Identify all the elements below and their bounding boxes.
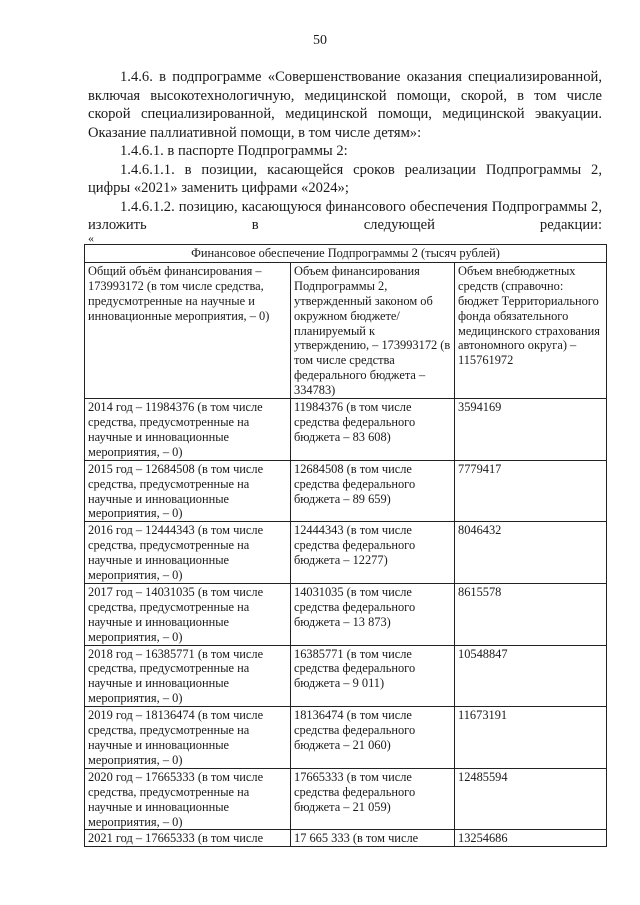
table-row: [85, 460, 607, 522]
cell-budget-by-year: 17665333 (в том числе средства федерального бюджета – 21 059): [291, 768, 455, 830]
cell-extrabudgetary-by-year: 12485594: [455, 768, 607, 830]
cell-extrabudgetary-by-year: 3594169: [455, 399, 607, 461]
table-row: [85, 522, 607, 584]
cell-total-by-year: 2016 год – 12444343 (в том числе средства, предусмотренные на научные и инновационные мероприятия, – 0): [85, 522, 291, 584]
cell-extrabudgetary-by-year: 11673191: [455, 707, 607, 769]
cell-budget-by-year: 16385771 (в том числе средства федерального бюджета – 9 011): [291, 645, 455, 707]
table-row: [85, 707, 607, 769]
cell-budget-by-year: 14031035 (в том числе средства федерального бюджета – 13 873): [291, 583, 455, 645]
cell-total-by-year: 2017 год – 14031035 (в том числе средства, предусмотренные на научные и инновационные мероприятия, – 0): [85, 583, 291, 645]
paragraph-1-4-6-1: 1.4.6.1. в паспорте Подпрограммы 2:: [120, 143, 348, 159]
cell-extrabudgetary-by-year: 10548847: [455, 645, 607, 707]
cell-extrabudgetary-by-year: 8046432: [455, 522, 607, 584]
page-number: 50: [313, 33, 327, 48]
paragraph-1-4-6-1-1: 1.4.6.1.1. в позиции, касающейся сроков реализации Подпрограммы 2, цифры «2021» заменить цифрами «2024»;: [88, 161, 602, 196]
paragraph-1-4-6-1-2: 1.4.6.1.2. позицию, касающуюся финансового обеспечения Подпрограммы 2, изложить в следующей редакции:: [88, 198, 602, 233]
cell-total-by-year: 2020 год – 17665333 (в том числе средства, предусмотренные на научные и инновационные мероприятия, – 0): [85, 768, 291, 830]
cell-extrabudgetary-by-year: 8615578: [455, 583, 607, 645]
cell-budget-by-year: 18136474 (в том числе средства федерального бюджета – 21 060): [291, 707, 455, 769]
cell-total-by-year: 2019 год – 18136474 (в том числе средства, предусмотренные на научные и инновационные мероприятия, – 0): [85, 707, 291, 769]
paragraph-1-4-6: 1.4.6. в подпрограмме «Совершенствование оказания специализированной, включая высокотехнологичную, медицинской помощи, скорой, в том числе скорой специализированной, медицинской помощи, медицинской эвакуации. Оказание паллиативной помощи, в том числе детям»:: [88, 69, 602, 141]
cell-budget-by-year: 12684508 (в том числе средства федерального бюджета – 89 659): [291, 460, 455, 522]
cell-total-by-year: 2018 год – 16385771 (в том числе средства, предусмотренные на научные и инновационные мероприятия, – 0): [85, 645, 291, 707]
cell-extrabudgetary-by-year: 7779417: [455, 460, 607, 522]
table-row: [85, 583, 607, 645]
table-header-row: [85, 262, 607, 398]
table-row: [85, 768, 607, 830]
cell-total-by-year: 2021 год – 17665333 (в том числе: [85, 830, 291, 847]
cell-budget-by-year: 11984376 (в том числе средства федерального бюджета – 83 608): [291, 399, 455, 461]
financing-table: [84, 244, 607, 847]
cell-total-by-year: 2015 год – 12684508 (в том числе средства, предусмотренные на научные и инновационные мероприятия, – 0): [85, 460, 291, 522]
cell-total-by-year: 2014 год – 11984376 (в том числе средства, предусмотренные на научные и инновационные мероприятия, – 0): [85, 399, 291, 461]
table-row: [85, 399, 607, 461]
table-caption: Финансовое обеспечение Подпрограммы 2 (тысяч рублей): [85, 245, 607, 263]
table-row: [85, 645, 607, 707]
header-total-funding: Общий объём финансирования – 173993172 (в том числе средства, предусмотренные на научные и инновационные мероприятия, – 0): [85, 262, 291, 398]
header-extrabudgetary-funding: Объем внебюджетных средств (справочно: бюджет Территориального фонда обязательного медицинского страхования автономного округа) – 115761972: [455, 262, 607, 398]
opening-quote: «: [88, 231, 94, 245]
table-row: [85, 830, 607, 847]
table-caption-row: [85, 245, 607, 263]
cell-budget-by-year: 17 665 333 (в том числе: [291, 830, 455, 847]
body-text: [88, 68, 602, 235]
header-budget-funding: Объем финансирования Подпрограммы 2, утвержденный законом об окружном бюджете/планируемый к утверждению, – 173993172 (в том числе средства федерального бюджета – 334783): [291, 262, 455, 398]
cell-budget-by-year: 12444343 (в том числе средства федерального бюджета – 12277): [291, 522, 455, 584]
cell-extrabudgetary-by-year: 13254686: [455, 830, 607, 847]
